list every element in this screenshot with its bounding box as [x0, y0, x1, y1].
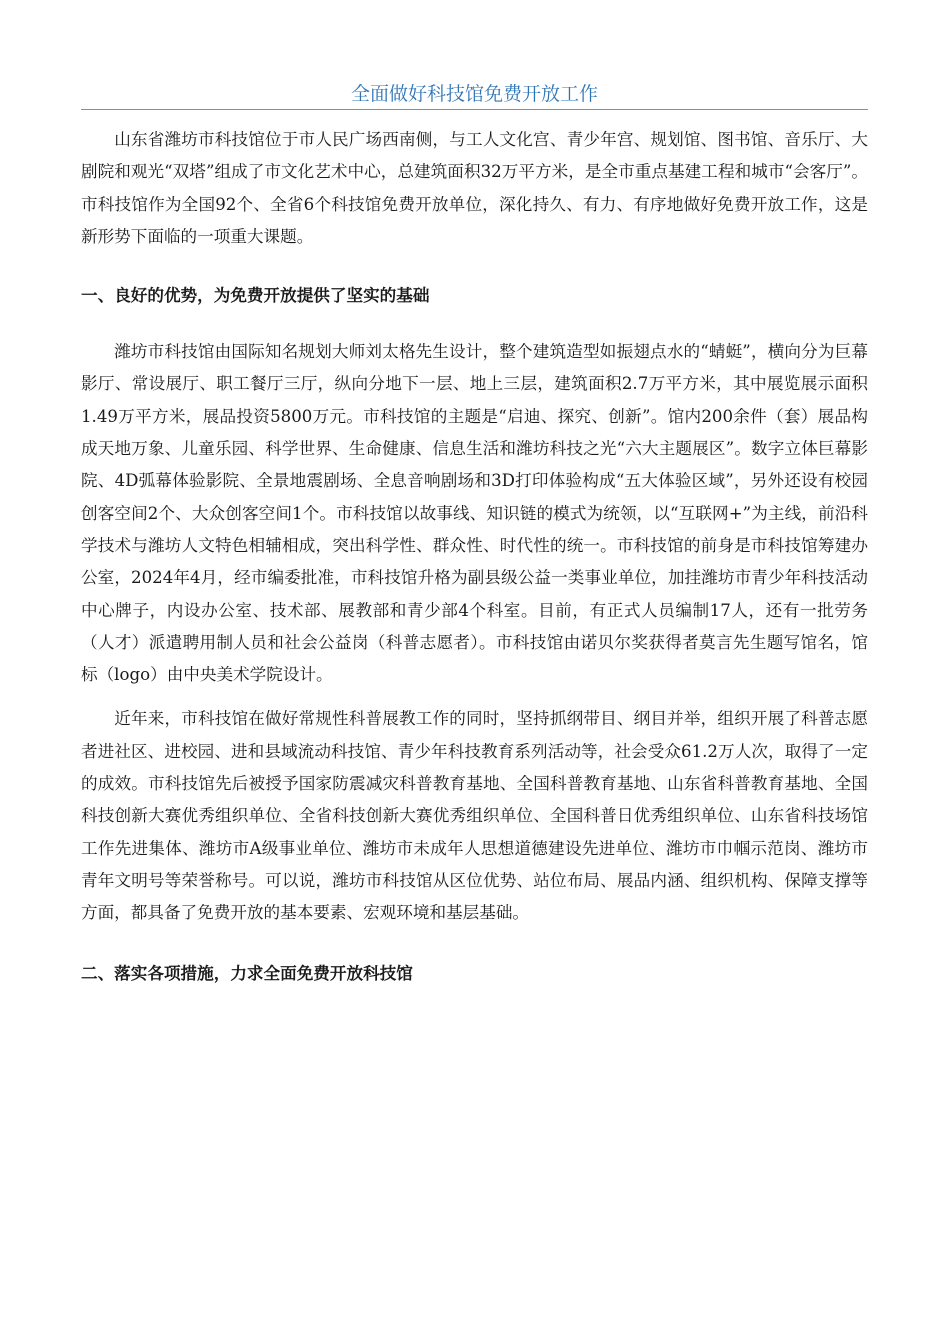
- paragraph-overview: 潍坊市科技馆由国际知名规划大师刘太格先生设计，整个建筑造型如振翅点水的“蜻蜓”，横向分为巨幕影厅、常设展厅、职工餐厅三厅，纵向分地下一层、地上三层，建筑面积2.7万平方米，其中展览展示面积1.49万平方米，展品投资5800万元。市科技馆的主题是“启迪、探究、创新”。馆内200余件（套）展品构成天地万象、儿童乐园、科学世界、生命健康、信息生活和潍坊科技之光“六大主题展区”。数字立体巨幕影院、4D弧幕体验影院、全景地震剧场、全息音响剧场和3D打印体验构成“五大体验区域”，另外还设有校园创客空间2个、大众创客空间1个。市科技馆以故事线、知识链的模式为统领，以“互联网+”为主线，前沿科学技术与潍坊人文特色相辅相成，突出科学性、群众性、时代性的统一。市科技馆的前身是市科技馆筹建办公室，2024年4月，经市编委批准，市科技馆升格为副县级公益一类事业单位，加挂潍坊市青少年科技活动中心牌子，内设办公室、技术部、展教部和青少部4个科室。目前，有正式人员编制17人，还有一批劳务（人才）派遣聘用制人员和社会公益岗（科普志愿者）。市科技馆由诺贝尔奖获得者莫言先生题写馆名，馆标（logo）由中央美术学院设计。: [81, 342, 868, 685]
- paragraph-achievements: 近年来，市科技馆在做好常规性科普展教工作的同时，坚持抓纲带目、纲目并举，组织开展了科普志愿者进社区、进校园、进和县域流动科技馆、青少年科技教育系列活动等，社会受众61.2万人次，取得了一定的成效。市科技馆先后被授予国家防震减灾科普教育基地、全国科普教育基地、山东省科普教育基地、全国科技创新大赛优秀组织单位、全省科技创新大赛优秀组织单位、全国科普日优秀组织单位、山东省科技场馆工作先进集体、潍坊市A级事业单位、潍坊市未成年人思想道德建设先进单位、潍坊市巾帼示范岗、潍坊市青年文明号等荣誉称号。可以说，潍坊市科技馆从区位优势、站位布局、展品内涵、组织机构、保障支撑等方面，都具备了免费开放的基本要素、宏观环境和基层基础。: [81, 709, 868, 923]
- document-title: 全面做好科技馆免费开放工作: [81, 80, 868, 110]
- paragraph-intro: 山东省潍坊市科技馆位于市人民广场西南侧，与工人文化宫、青少年宫、规划馆、图书馆、音乐厅、大剧院和观光“双塔”组成了市文化艺术中心，总建筑面积32万平方米，是全市重点基建工程和城市“会客厅”。市科技馆作为全国92个、全省6个科技馆免费开放单位，深化持久、有力、有序地做好免费开放工作，这是新形势下面临的一项重大课题。: [81, 130, 868, 246]
- section-heading-2: 二、落实各项措施，力求全面免费开放科技馆: [81, 963, 413, 983]
- document-page: [81, 80, 868, 990]
- section-heading-1: 一、良好的优势，为免费开放提供了坚实的基础: [81, 286, 430, 306]
